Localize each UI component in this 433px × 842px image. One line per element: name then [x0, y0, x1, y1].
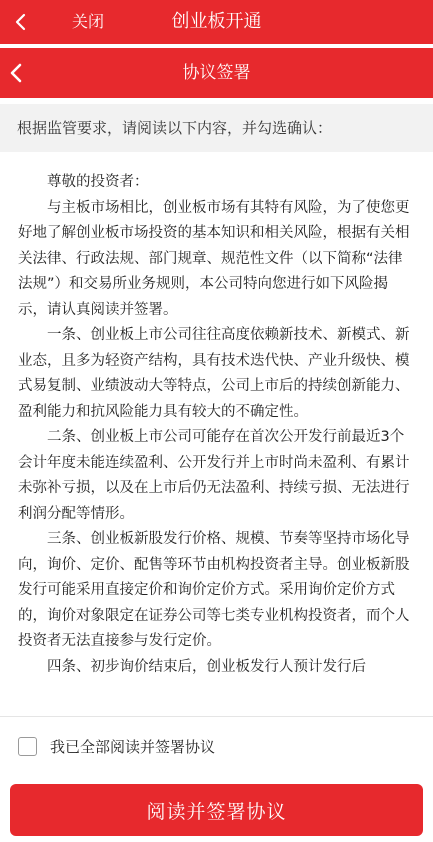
- agreement-paragraph: 四条、初步询价结束后，创业板发行人预计发行后: [47, 658, 366, 675]
- instruction-notice: 根据监管要求，请阅读以下内容，并勾选确认：: [0, 104, 433, 152]
- agreement-paragraph: 一条、创业板上市公司往往高度依赖新技术、新模式、新业态，且多为轻资产结构，具有技术迭代快、产业升级快、模式易复制、业绩波动大等特点，公司上市后的持续创新能力、盈利能力和抗风险能力具有较大的不确定性。: [18, 327, 410, 420]
- top-bar: [0, 0, 433, 44]
- agreement-salutation: 尊敬的投资者：: [47, 174, 149, 190]
- read-and-sign-button[interactable]: 阅读并签署协议: [10, 784, 423, 836]
- page-title: 协议签署: [182, 63, 251, 83]
- agreement-content[interactable]: [0, 160, 433, 716]
- confirm-checkbox[interactable]: [18, 737, 37, 756]
- close-button[interactable]: 关闭: [72, 12, 105, 31]
- nav-bar: [0, 48, 433, 98]
- agreement-paragraph: 二条、创业板上市公司可能存在首次公开发行前最近3个会计年度未能连续盈利、公开发行并上市时尚未盈利、有累计未弥补亏损，以及在上市后仍无法盈利、持续亏损、无法进行利润分配等情形。: [18, 429, 410, 522]
- window-title: 创业板开通: [171, 11, 262, 32]
- divider: [0, 716, 433, 717]
- confirm-label[interactable]: 我已全部阅读并签署协议: [50, 737, 216, 756]
- confirm-row[interactable]: [0, 728, 433, 764]
- agreement-paragraph: 三条、创业板新股发行价格、规模、节奏等坚持市场化导向，询价、定价、配售等环节由机构投资者主导。创业板新股发行可能采用直接定价和询价定价方式。采用询价定价方式的，询价对象限定在证券公司等七类专业机构投资者，而个人投资者无法直接参与发行定价。: [18, 531, 410, 649]
- agreement-paragraph: 与主板市场相比，创业板市场有其特有风险，为了使您更好地了解创业板市场投资的基本知识和相关风险，根据有关相关法律、行政法规、部门规章、规范性文件（以下简称“法律法规”）和交易所业务规则，本公司特向您进行如下风险揭示，请认真阅读并签署。: [18, 199, 410, 318]
